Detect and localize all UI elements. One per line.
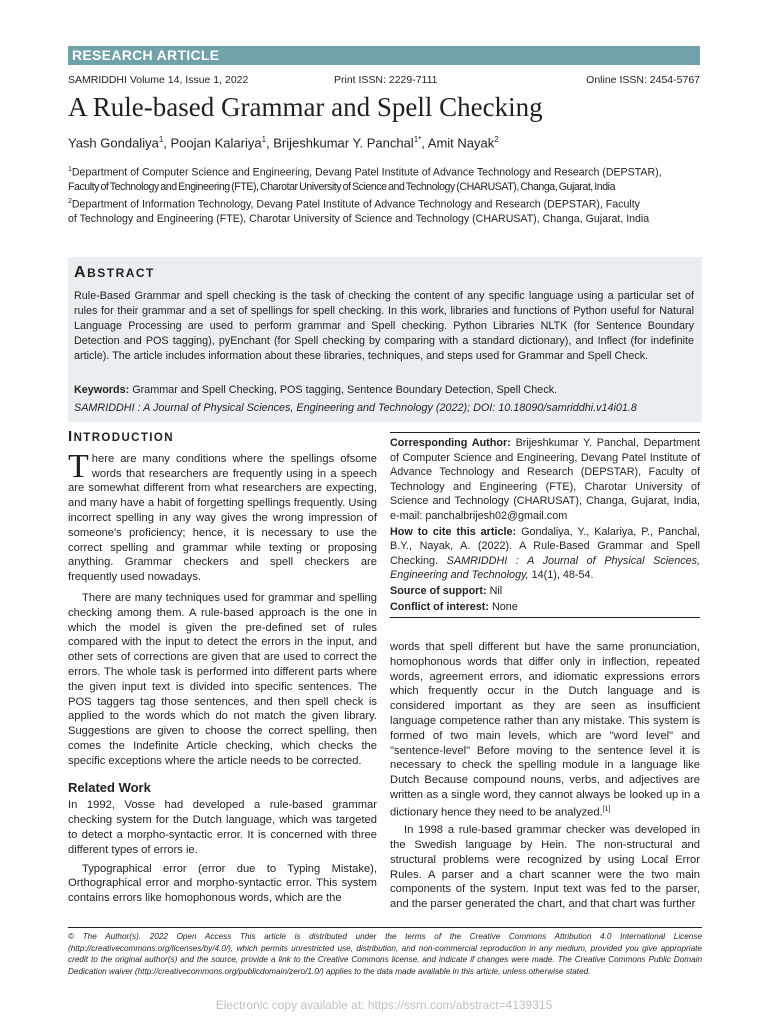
support-label: Source of support: [390,584,487,597]
corresponding-author [390,436,700,524]
right-column [390,640,700,912]
author-affil-sup: 1 [158,135,164,144]
ssrn-watermark: Electronic copy available at: https://ssrn.com/abstract=4139315 [215,998,553,1012]
author-separator: , [421,135,428,151]
author-separator: , [163,135,171,151]
conflict-label: Conflict of interest: [390,600,489,613]
research-article-banner [68,46,700,65]
affiliation-line: Faculty of Technology and Engineering (FTE), Charotar University of Science and Technology (CHARUSAT), Changa, Gujarat, India [68,181,616,194]
support-value: Nil [489,584,503,597]
affiliation-line: Department of Information Technology, Devang Patel Institute of Advance Technology and Research (DEPSTAR), Faculty [71,198,640,211]
affiliation-line: of Technology and Engineering (FTE), Charotar University of Science and Technology (CHARUSAT), Changa, Gujarat, India [68,213,650,226]
affiliation-sup: 2 [68,198,72,205]
related-work-paragraph-2: Typographical error (error due to Typing Mistake), Orthographical error and morpho-syntactic error. This system contains errors like homophonous words, which are the [68,862,377,905]
source-of-support [390,584,700,599]
journal-doi-line: SAMRIDDHI : A Journal of Physical Sciences, Engineering and Technology (2022); DOI: 10.18090/samriddhi.v14i01.8 [74,402,637,414]
affiliation-sup: 1 [68,166,72,173]
abstract-box [68,257,702,422]
right-paragraph-1-text: words that spell different but have the same pronunciation, homophonous words that differ only in inflection, repeated words, agreement errors, and idiomatic expressions errors which frequently occur in the Dutch language and is considered important as they are seen as insufficient language competence rather than any mistake. This system is formed of two main levels, which are "word level" and "sentence-level" Before moving to the sentence level it is necessary to check the spelling module in a language like Dutch Because compound nouns, verbs, and adjectives are written as a single word, they cannot always be looked up in a dictionary hence they need to be analyzed. [390,641,700,819]
conflict-value: None [491,600,518,613]
how-to-cite [390,525,700,583]
affiliation-1 [68,163,702,195]
conflict-of-interest [390,600,700,615]
author-name: Amit Nayak [427,135,495,151]
author-name: Poojan Kalariya [170,135,262,151]
journal-issue: SAMRIDDHI Volume 14, Issue 1, 2022 [68,74,249,86]
print-issn: Print ISSN: 2229-7111 [334,74,438,86]
affiliation-line: Department of Computer Science and Engineering, Devang Patel Institute of Advance Technology and Research (DEPSTAR), [71,166,662,179]
intro-paragraph-1-text: here are many conditions where the spellings ofsome words that researchers are frequently using in a speech are somewhat different from what researchers are expecting, and many have a habit of forgetting spellings frequently. Using incorrect spelling in any way gives the wrong impression of someone's proficiency; hence, it is necessary to use the correct spelling and grammar while texting or proposing anything. Grammar checkers and spell checkers are frequently used nowadays. [68,452,377,584]
intro-paragraph-1 [68,447,377,585]
cite-text: Gondaliya, Y., Kalariya, P., Panchal, B.Y., Nayak, A. (2022). A Rule-Based Grammar and Spell Checking. [390,525,701,567]
abstract-text: Rule-Based Grammar and spell checking is the task of checking the content of any specific language using a particular set of rules for their grammar and a set of spellings for spell checking. In this work, libraries and functions of Python useful for Natural Language Processing are used to perform grammar and Spell checking. Python Libraries NLTK (for Sentence Boundary Detection and POS tagging), pyEnchant (for Spell checking by comparing with a standard dictionary), and Inflect (for indefinite article). The article includes information about these libraries, techniques, and steps used for Grammar and Spell Check. [74,290,694,362]
keywords [74,384,557,396]
online-issn: Online ISSN: 2454-5767 [586,74,700,86]
author-affil-sup: 2 [494,135,499,144]
related-work-paragraph-1: In 1992, Vosse had developed a rule-based grammar checking system for the Dutch language, which was targeted to detect a morpho-syntactic error. It is concerned with three different types of errors ie. [68,799,377,856]
abstract-heading [74,264,155,282]
reference-marker[interactable]: [1] [602,805,611,813]
keywords-label: Keywords: [74,384,130,396]
abstract-heading-rest: BSTRACT [87,266,155,280]
intro-paragraph-2: There are many techniques used for grammar and spelling checking among them. A rule-based approach is the one in which the model is given the pre-defined set of rules compared with the input to detect the errors in the input, and other sets of corrections are given that are used to correct the errors. The whole task is performed into different parts where the given input text is divided into specific sentences. The POS taggers tag those sentences, and then spell check is applied to the words which do not match the given library. Suggestions are given to choose the correct spelling, then comes the Indefinite Article checking, which checks the specific exceptions where the article needs to be corrected. [68,591,377,767]
drop-cap: T [68,447,89,485]
corresponding-label: Corresponding Author: [390,437,511,449]
corresponding-author-box [390,432,700,618]
banner-label: RESEARCH ARTICLE [72,47,220,63]
author-name: Brijeshkumar Y. Panchal [273,135,414,151]
cite-journal: SAMRIDDHI : A Journal of Physical Sciences, Engineering and Technology, [390,554,700,582]
footer-divider [68,927,702,928]
introduction-heading-initial: I [68,428,74,445]
introduction-heading-rest: NTRODUCTION [73,432,174,444]
corresponding-text: Brijeshkumar Y. Panchal, Department of Computer Science and Engineering, Devang Patel Institute of Advance Technology and Research (DEPSTAR), Faculty of Technology and Engineering (FTE), Charotar University of Science and Technology (CHARUSAT), Changa, Gujarat, India, e-mail: panchalbrijesh02@gmail.com [390,437,701,522]
author-name: Yash Gondaliya [68,135,159,151]
right-paragraph-1 [390,640,700,820]
affiliation-2 [68,195,702,227]
right-paragraph-2: In 1998 a rule-based grammar checker was developed in the Swedish language by Hein. The non-structural and structural problems were recognized by using Local Error Rules. A parser and a chart scanner were the two main components of the system. Input text was fed to the parser, and the parser generated the chart, and that chart was further [390,824,700,911]
author-list [68,135,499,150]
author-affil-sup: 1 [261,135,267,144]
license-notice: © The Author(s). 2022 Open Access This article is distributed under the terms of the Creative Commons Attribution 4.0 International License (http://creativecommons.org/licenses/by/4.0/), which permits unrestricted use, distribution, and non-commercial reproduction in any medium, provided you give appropriate credit to the original author(s) and the source, provide a link to the Creative Commons license, and indicate if changes were made. The Creative Commons Public Domain Dedication waiver (http://creativecommons.org/publicdomain/zero/1.0/) applies to the data made available in this article, unless otherwise stated. [68,932,702,976]
keywords-text: Grammar and Spell Checking, POS tagging, Sentence Boundary Detection, Spell Check. [132,384,558,396]
paper-title: A Rule-based Grammar and Spell Checking [68,92,543,122]
left-column [68,430,377,906]
author-affil-sup: 1* [413,135,422,144]
introduction-heading [68,430,377,446]
abstract-heading-initial: A [74,264,88,281]
related-work-heading: Related Work [68,779,151,795]
author-separator: , [266,135,274,151]
cite-label: How to cite this article: [390,525,517,538]
cite-volume: 14(1), 48-54. [531,569,594,582]
